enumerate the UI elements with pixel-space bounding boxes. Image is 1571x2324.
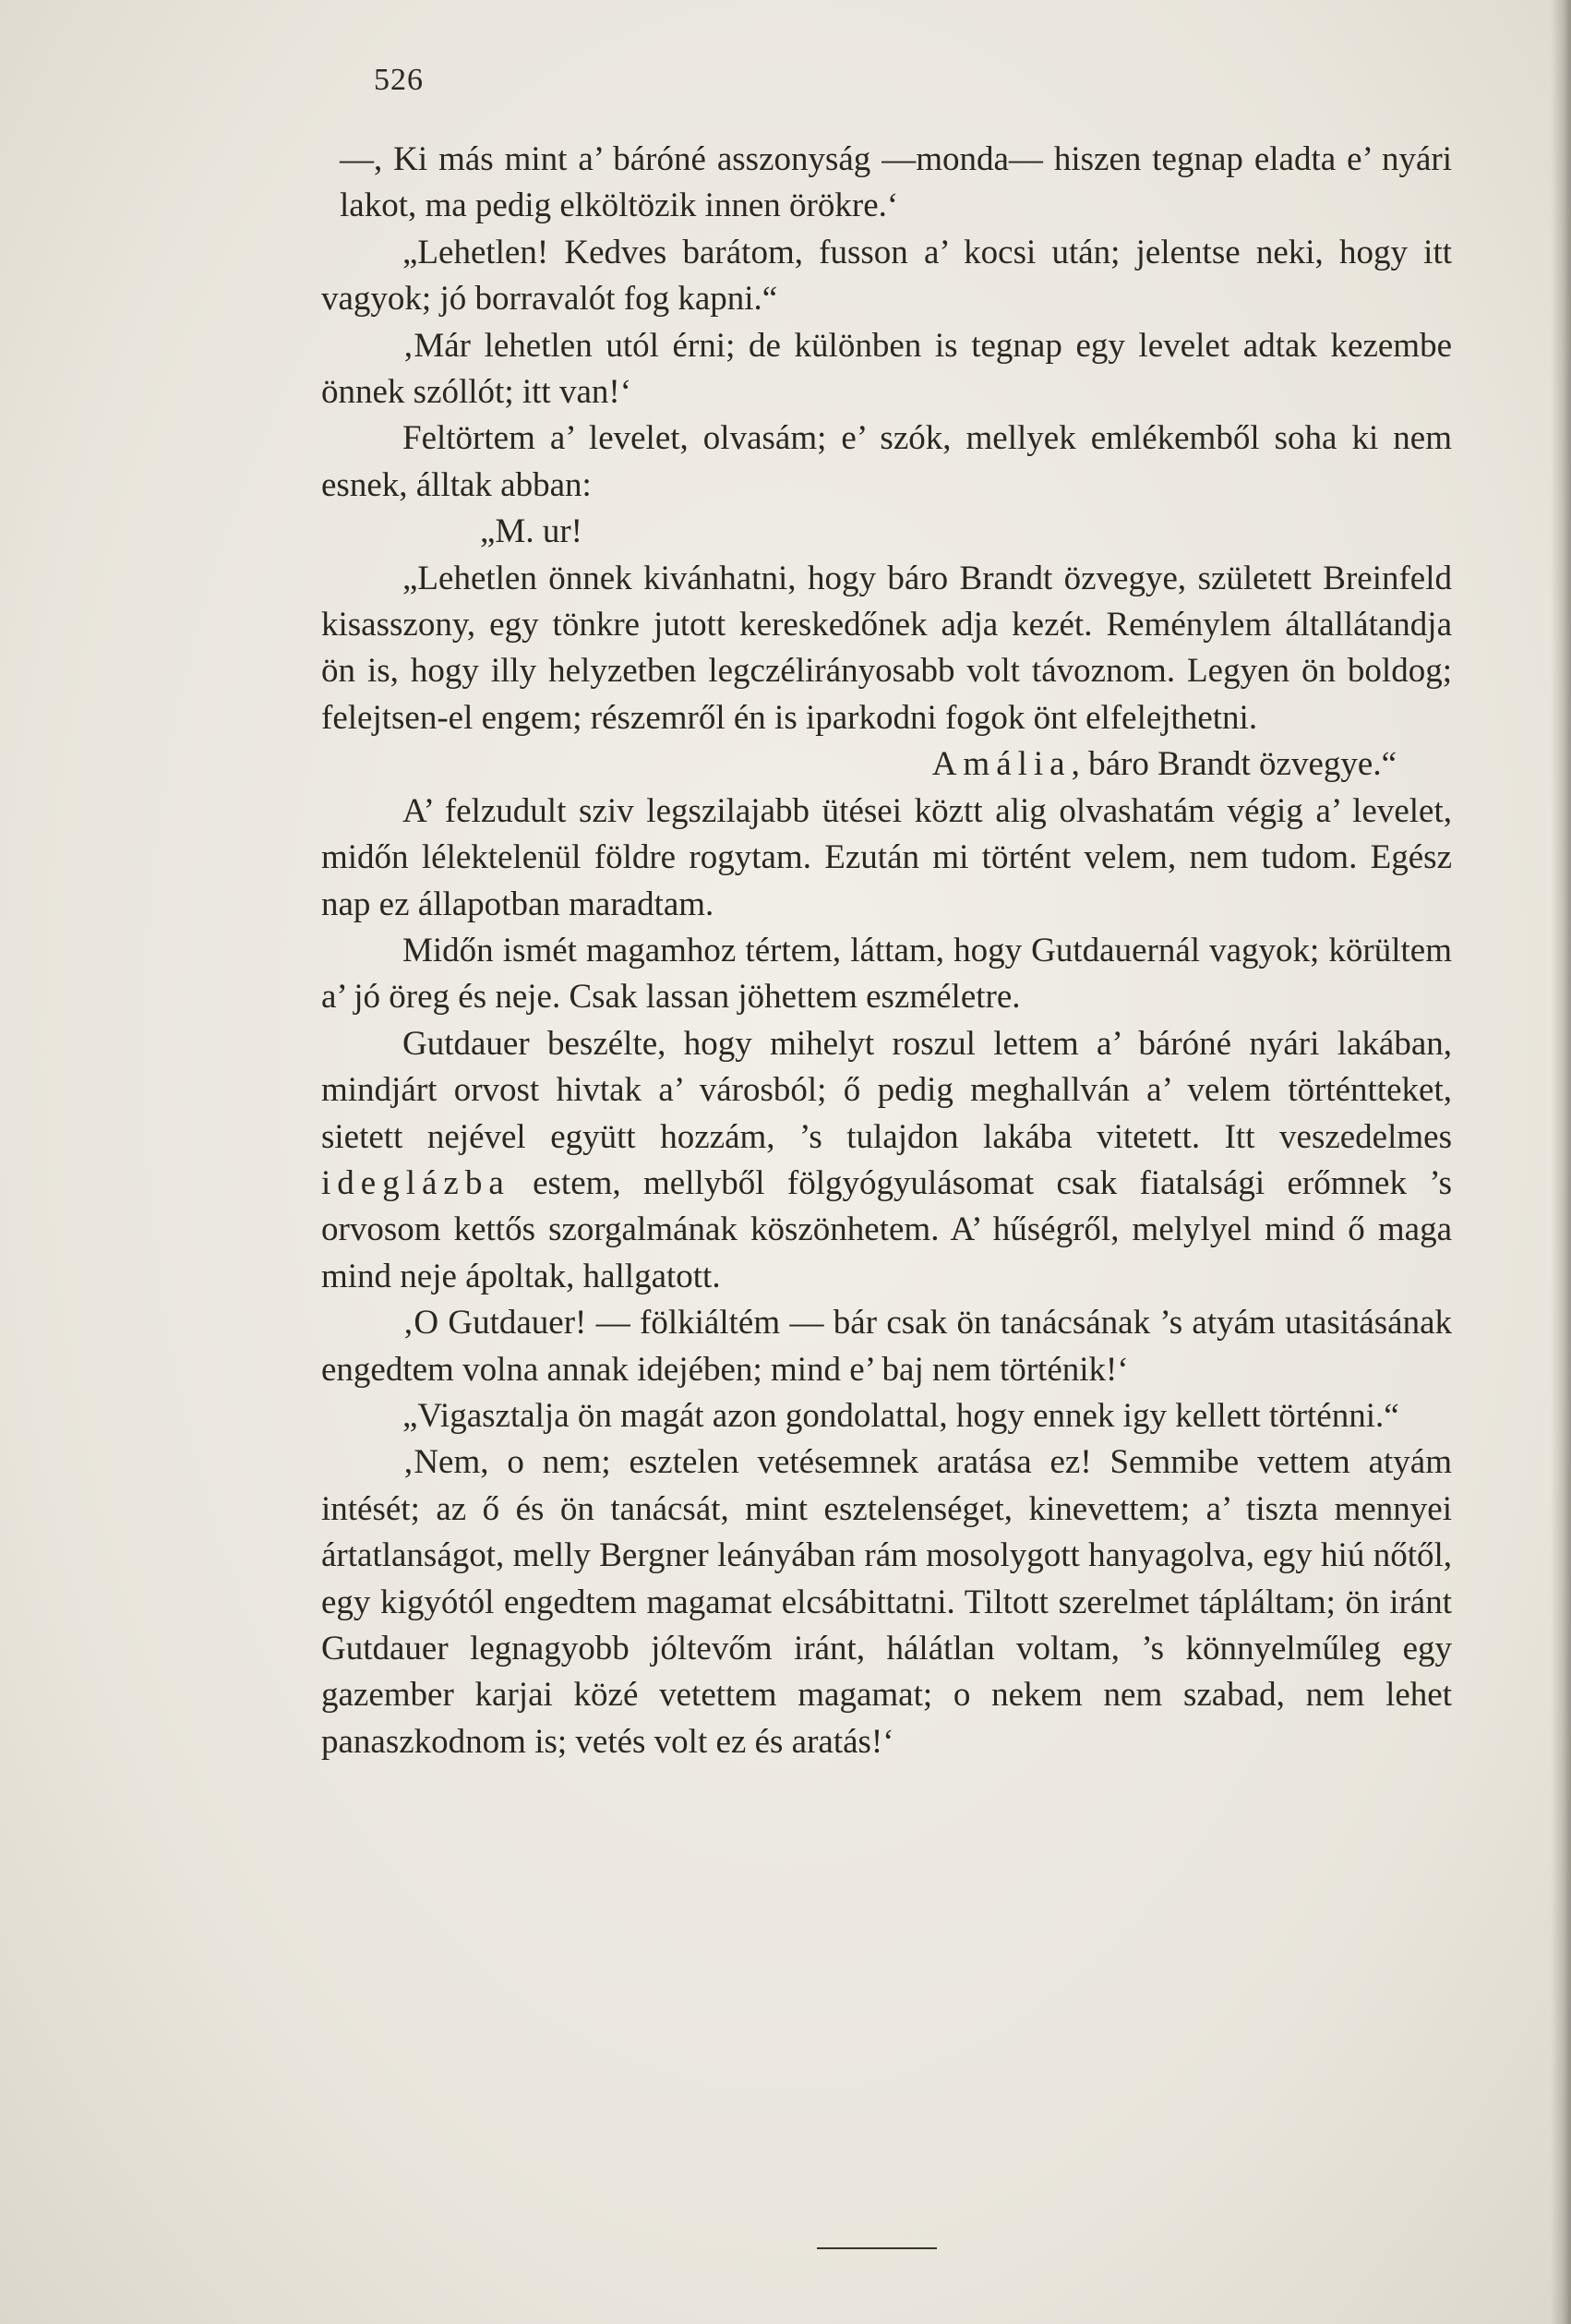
paragraph-5: A’ felzudult sziv legszilajabb ütései köztt alig olvashatám végig a’ levelet, midőn lélektelenül földre rogytam. Ezután mi történt velem, nem tudom. Egész nap ez állapotban maradtam. xyxy=(321,791,1452,923)
paragraph-3: ‚Már lehetlen utól érni; de különben is tegnap egy levelet adtak kezembe önnek szóllót; itt van!‘ xyxy=(321,326,1452,412)
signature-name: Amália xyxy=(931,745,1072,784)
page-edge-shadow xyxy=(1551,0,1571,2324)
paragraph-9: „Vigasztalja ön magát azon gondolattal, hogy ennek igy kellett történni.“ xyxy=(402,1396,1399,1435)
paragraph-7-part-2: estem, mellyből fölgyógyulásomat csak fiatalsági erőmnek ’s orvosom kettős szorgalmának köszönhetem. A’ hűségről, melylyel mind ő maga mind neje ápoltak, hallgatott. xyxy=(321,1163,1452,1295)
paragraph-10: ‚Nem, o nem; esztelen vetésemnek aratása ez! Semmibe vettem atyám intését; az ő és ön tanácsát, mint esztelenséget, kinevettem; a’ tiszta mennyei ártatlanságot, melly Bergner leányában rám mosolygott hanyagolva, egy hiú nőtől, egy kigyótól engedtem magamat elcsábittatni. Tiltott szerelmet tápláltam; ön iránt Gutdauer legnagyobb jóltevőm iránt, hálátlan voltam, ’s könnyelműleg egy gazember karjai közé vetettem magamat; o nekem nem szabad, nem lehet panaszkodnom is; vetés volt ez és aratás!‘ xyxy=(321,1443,1452,1761)
paragraph-7-part-1: Gutdauer beszélte, hogy mihelyt roszul lettem a’ báróné nyári lakában, mindjárt orvost hivtak a’ városból; ő pedig meghallván a’ velem történtteket, sietett nejével együtt hozzám, ’s tulajdon lakába vitetett. Itt veszedelmes xyxy=(321,1024,1452,1156)
paragraph-6: Midőn ismét magamhoz tértem, láttam, hogy Gutdauernál vagyok; körültem a’ jó öreg és neje. Csak lassan jöhettem eszméletre. xyxy=(321,931,1452,1017)
body-text xyxy=(321,137,1452,1765)
page-number: 526 xyxy=(374,63,424,97)
letter-salutation: „M. ur! xyxy=(480,512,582,551)
paragraph-4: Feltörtem a’ levelet, olvasám; e’ szók, mellyek emlékemből soha ki nem esnek, álltak abban: xyxy=(321,419,1452,504)
letter-signature xyxy=(321,741,1452,788)
section-end-rule xyxy=(817,2247,937,2249)
paragraph-8: ‚O Gutdauer! — fölkiáltém — bár csak ön tanácsának ’s atyám utasitásának engedtem volna annak idejében; mind e’ baj nem történik!‘ xyxy=(321,1304,1452,1389)
signature-title: , báro Brandt özvegye.“ xyxy=(1071,745,1397,784)
paragraph-1: —, Ki más mint a’ báróné asszonyság —monda— hiszen tegnap eladta e’ nyári lakot, ma pedig elköltözik innen örökre.‘ xyxy=(340,140,1452,225)
emphasized-word: ideglázba xyxy=(321,1163,510,1202)
paragraph-7 xyxy=(321,1021,1452,1300)
paragraph-2: „Lehetlen! Kedves barátom, fusson a’ kocsi után; jelentse neki, hogy itt vagyok; jó borravalót fog kapni.“ xyxy=(321,233,1452,319)
letter-body: „Lehetlen önnek kivánhatni, hogy báro Brandt özvegye, született Breinfeld kisasszony, egy tönkre jutott kereskedőnek adja kezét. Reménylem általlátandja ön is, hogy illy helyzetben legczélirányosabb volt távoznom. Legyen ön boldog; felejtsen-el engem; részemről én is iparkodni fogok önt elfelejthetni. xyxy=(321,559,1452,737)
